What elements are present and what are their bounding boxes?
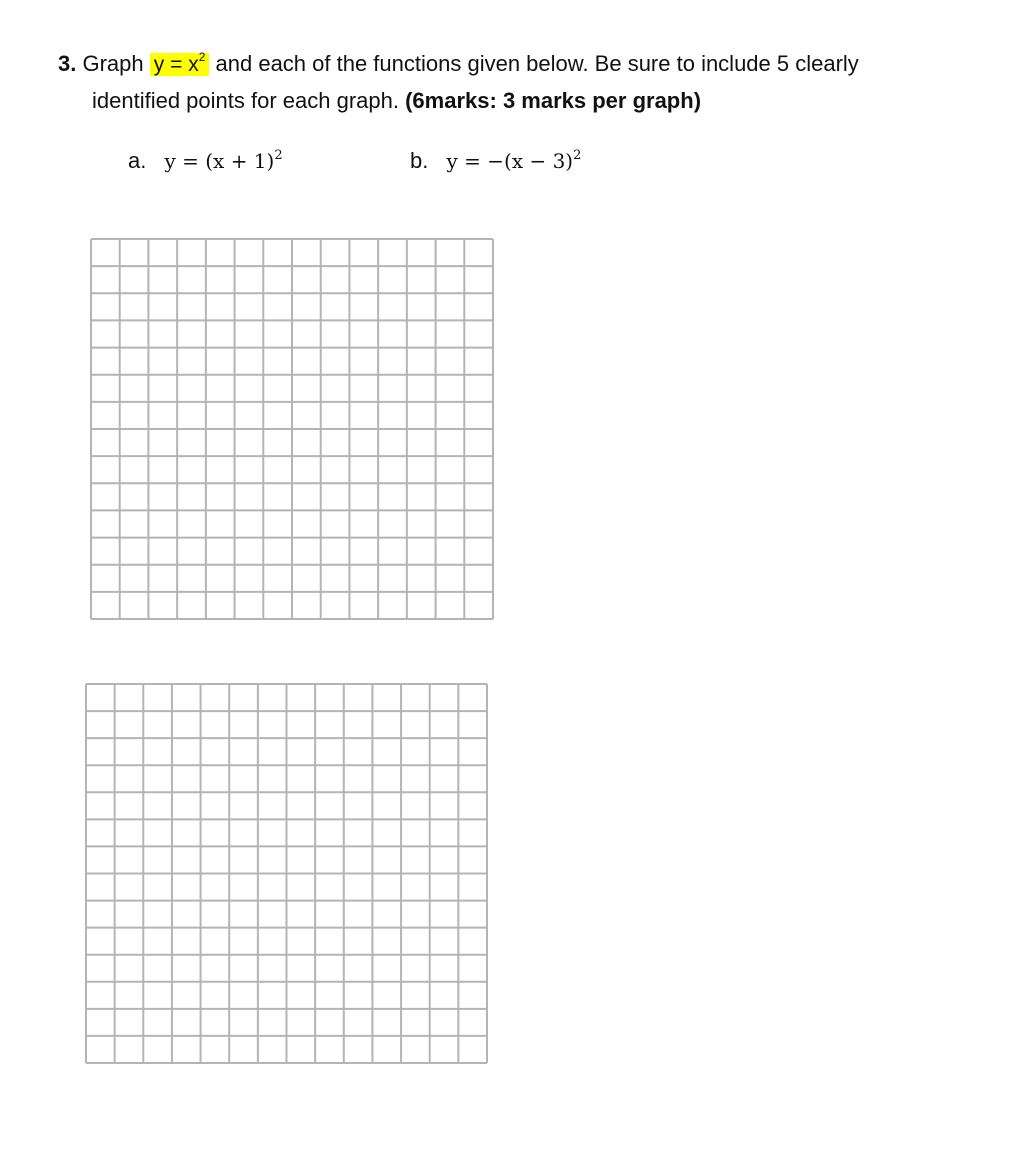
item-a-exponent: 2 <box>274 148 283 163</box>
graph-grid-1 <box>89 237 495 621</box>
question-text-line2: identified points for each graph. <box>92 88 399 113</box>
item-b-expression <box>446 149 581 173</box>
item-b-expression-text: y = −(x − 3) <box>446 149 574 173</box>
highlighted-function-base: y = x <box>153 53 199 76</box>
question-3 <box>58 46 1008 119</box>
function-item-b <box>410 148 581 174</box>
item-a-expression-text: y = (x + 1) <box>164 149 275 173</box>
item-b-label: b. <box>410 148 429 173</box>
question-text-start: Graph <box>82 51 144 76</box>
highlighted-function-exponent: 2 <box>198 50 206 64</box>
question-text-rest: and each of the functions given below. Be sure to include 5 clearly <box>215 51 859 76</box>
marks-note: (6marks: 3 marks per graph) <box>405 88 702 113</box>
item-a-label: a. <box>128 148 147 173</box>
question-number: 3. <box>58 51 77 76</box>
graph-grid-2 <box>84 682 489 1065</box>
highlighted-function <box>150 50 210 76</box>
question-line-2 <box>58 83 1008 119</box>
function-item-a <box>128 148 283 174</box>
item-a-expression <box>164 149 282 173</box>
question-line-1 <box>58 46 1008 83</box>
item-b-exponent: 2 <box>573 148 582 163</box>
